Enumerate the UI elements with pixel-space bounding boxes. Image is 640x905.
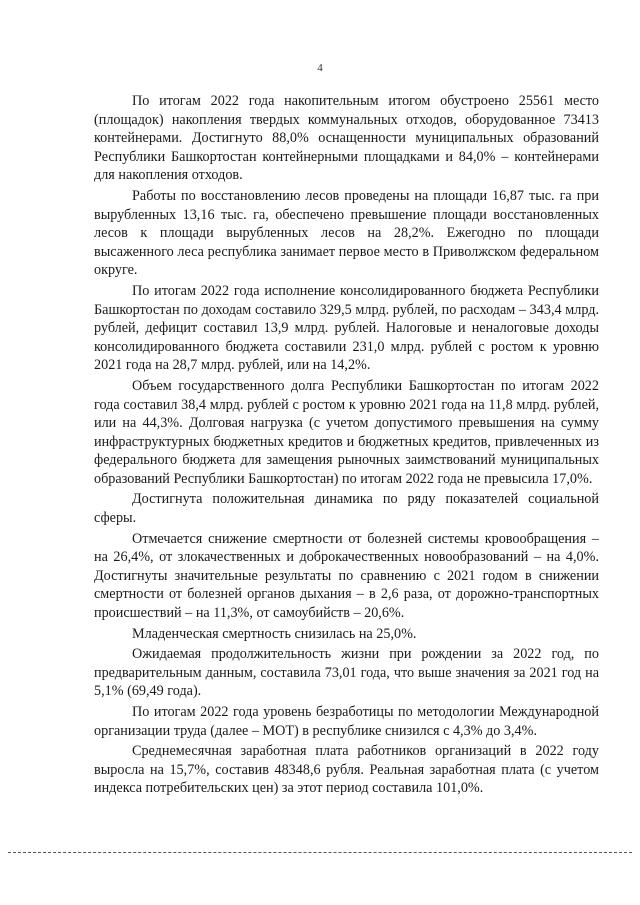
paragraph-forest-restoration: Работы по восстановлению лесов проведены на площади 16,87 тыс. га при вырубленных 13,16 тыс. га, обеспечено превышение площади восстановленных лесов к площади вырубленных лесов на 28,2%. Ежегодно по площади высаженного леса республика занимает первое место в Приволжском федеральном округе. <box>94 187 599 279</box>
bottom-divider <box>8 852 632 853</box>
paragraph-wages: Среднемесячная заработная плата работников организаций в 2022 году выросла на 15,7%, составив 48348,6 рубля. Реальная заработная плата (с учетом индекса потребительских цен) за этот период составила 101,0%. <box>94 743 599 797</box>
paragraph-infant-mortality: Младенческая смертность снизилась на 25,0%. <box>132 625 417 642</box>
document-body <box>94 92 599 800</box>
paragraph-life-expectancy: Ожидаемая продолжительность жизни при рождении за 2022 год, по предварительным данным, составила 73,01 года, что выше значения за 2021 год на 5,1% (69,49 года). <box>94 646 599 700</box>
paragraph-unemployment: По итогам 2022 года уровень безработицы по методологии Международной организации труда (далее – МОТ) в республике снизился с 4,3% до 3,4%. <box>94 704 599 739</box>
paragraph-public-debt: Объем государственного долга Республики Башкортостан по итогам 2022 года составил 38,4 млрд. рублей с ростом к уровню 2021 года на 11,8 млрд. рублей, или на 44,3%. Долговая нагрузка (с учетом допустимого превышения на сумму инфраструктурных бюджетных кредитов и бюджетных кредитов, привлеченных из федерального бюджета для замещения рыночных заимствований муниципальных образований Республики Башкортостан) по итогам 2022 года не превысила 17,0%. <box>94 377 599 487</box>
paragraph-waste-sites: По итогам 2022 года накопительным итогом обустроено 25561 место (площадок) накопления твердых коммунальных отходов, оборудованное 73413 контейнерами. Достигнуто 88,0% оснащенности муниципальных образований Республики Башкортостан контейнерными площадками и 84,0% – контейнерами для накопления отходов. <box>94 93 599 184</box>
paragraph-budget: По итогам 2022 года исполнение консолидированного бюджета Республики Башкортостан по доходам составило 329,5 млрд. рублей, по расходам – 343,4 млрд. рублей, дефицит составил 13,9 млрд. рублей. Налоговые и неналоговые доходы консолидированного бюджета составили 231,0 млрд. рублей с ростом к уровню 2021 года на 28,7 млрд. рублей, или на 14,2%. <box>94 282 599 374</box>
paragraph-mortality: Отмечается снижение смертности от болезней системы кровообращения – на 26,4%, от злокачественных и доброкачественных новообразований – на 4,0%. Достигнуты значительные результаты по сравнению с 2021 годом в снижении смертности от болезней органов дыхания – в 2,6 раза, от дорожно-транспортных происшествий – на 11,3%, от самоубийств – 20,6%. <box>94 530 599 622</box>
page-number: 4 <box>317 62 323 74</box>
paragraph-social-sphere: Достигнута положительная динамика по ряду показателей социальной сферы. <box>94 491 599 527</box>
